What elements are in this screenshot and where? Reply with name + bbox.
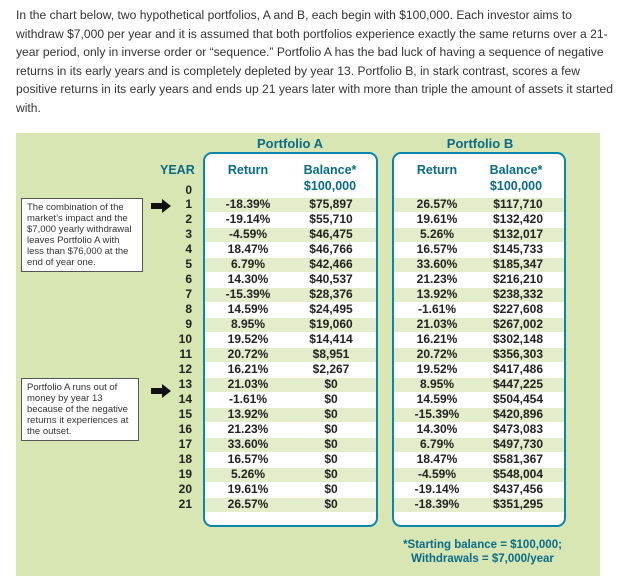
portfolio-b-start-balance: $100,000: [489, 179, 543, 193]
portfolio-b-balance-cell: $267,002: [492, 317, 544, 331]
portfolio-a-title: Portfolio A: [257, 136, 323, 151]
portfolio-b-return-cell: 8.95%: [419, 377, 455, 391]
portfolio-a-balance-cell: $0: [324, 452, 338, 466]
portfolio-a-balance-cell: $19,060: [309, 317, 353, 331]
portfolio-a-return-cell: 18.47%: [227, 242, 269, 256]
year-cell: 6: [185, 272, 192, 286]
portfolio-a-return-cell: 33.60%: [227, 437, 269, 451]
table-row: [0, 273, 635, 287]
note-year-thirteen: Portfolio A runs out of money by year 13 because of the negative returns it experiences at the outset.: [21, 378, 139, 441]
portfolio-b-balance-cell: $447,225: [492, 377, 544, 391]
portfolio-b-return-cell: 18.47%: [416, 452, 458, 466]
year-cell: 4: [185, 242, 192, 256]
portfolio-b-balance-cell: $417,486: [492, 362, 544, 376]
portfolio-a-balance-cell: $0: [324, 482, 338, 496]
portfolio-a-return-cell: -1.61%: [228, 392, 268, 406]
portfolio-b-return-cell: 33.60%: [416, 257, 458, 271]
portfolio-a-balance-cell: $55,710: [309, 212, 353, 226]
portfolio-a-return-cell: 19.61%: [227, 482, 269, 496]
portfolio-b-balance-cell: $132,420: [492, 212, 544, 226]
portfolio-a-return-cell: 19.52%: [227, 332, 269, 346]
portfolio-b-return-cell: 26.57%: [416, 197, 458, 211]
year-cell: 18: [178, 452, 192, 466]
portfolio-b-balance-cell: $473,083: [492, 422, 544, 436]
portfolio-a-balance-cell: $0: [324, 437, 338, 451]
portfolio-a-balance-cell: $0: [324, 377, 338, 391]
portfolio-a-return-cell: 16.57%: [227, 452, 269, 466]
portfolio-b-balance-cell: $145,733: [492, 242, 544, 256]
portfolio-b-return-cell: 21.03%: [416, 317, 458, 331]
portfolio-b-balance-header: Balance*: [489, 163, 543, 177]
portfolio-b-return-cell: 20.72%: [416, 347, 458, 361]
portfolio-a-balance-cell: $0: [324, 422, 338, 436]
portfolio-a-return-cell: -19.14%: [225, 212, 271, 226]
intro-paragraph: In the chart below, two hypothetical portfolios, A and B, each begin with $100,000. Each investor aims to withdraw $7,000 per year and it is assumed that both portfolios experience exactly the same returns over a 21-year period, only in inverse order or “sequence.” Portfolio A has the bad luck of having a sequence of negative returns in its early years and is completely depleted by year 13. Portfolio B, in stark contrast, scores a few positive returns in its early years and ends up 21 years later with more than triple the amount of assets it started with.: [16, 8, 613, 115]
portfolio-a-return-cell: 14.59%: [227, 302, 269, 316]
portfolio-a-balance-header: Balance*: [303, 163, 357, 177]
portfolio-b-balance-cell: $216,210: [492, 272, 544, 286]
arrow-right-icon: [150, 384, 172, 398]
portfolio-b-balance-cell: $437,456: [492, 482, 544, 496]
portfolio-b-return-cell: 16.57%: [416, 242, 458, 256]
portfolio-a-return-cell: -15.39%: [225, 287, 271, 301]
year-cell: 16: [178, 422, 192, 436]
portfolio-a-balance-cell: $75,897: [309, 197, 353, 211]
portfolio-b-balance-cell: $185,347: [492, 257, 544, 271]
portfolio-b-return-cell: -19.14%: [414, 482, 460, 496]
portfolio-b-return-header: Return: [416, 163, 458, 177]
table-row: [0, 468, 635, 482]
portfolio-b-return-cell: 14.30%: [416, 422, 458, 436]
portfolio-a-balance-cell: $8,951: [312, 347, 350, 361]
portfolio-a-balance-cell: $14,414: [309, 332, 353, 346]
table-row: [0, 453, 635, 467]
portfolio-a-balance-cell: $46,475: [309, 227, 353, 241]
table-row: [0, 333, 635, 347]
portfolio-b-balance-cell: $351,295: [492, 497, 544, 511]
portfolio-b-balance-cell: $227,608: [492, 302, 544, 316]
portfolio-a-return-cell: 21.23%: [227, 422, 269, 436]
portfolio-a-balance-cell: $40,537: [309, 272, 353, 286]
year-cell: 12: [178, 362, 192, 376]
portfolio-b-return-cell: 21.23%: [416, 272, 458, 286]
portfolio-b-return-cell: 16.21%: [416, 332, 458, 346]
portfolio-b-return-cell: 19.52%: [416, 362, 458, 376]
table-row: [0, 363, 635, 377]
portfolio-b-balance-cell: $548,004: [492, 467, 544, 481]
portfolio-a-return-cell: 20.72%: [227, 347, 269, 361]
year-cell: 19: [178, 467, 192, 481]
year-cell: 5: [185, 257, 192, 271]
portfolio-b-balance-cell: $497,730: [492, 437, 544, 451]
portfolio-a-return-cell: -4.59%: [228, 227, 268, 241]
table-row: [0, 498, 635, 512]
year-cell: 3: [185, 227, 192, 241]
portfolio-b-balance-cell: $356,303: [492, 347, 544, 361]
portfolio-a-balance-cell: $0: [324, 392, 338, 406]
portfolio-a-return-cell: 5.26%: [230, 467, 266, 481]
year-cell: 15: [178, 407, 192, 421]
portfolio-b-balance-cell: $581,367: [492, 452, 544, 466]
portfolio-b-balance-cell: $504,454: [492, 392, 544, 406]
year-cell: 8: [185, 302, 192, 316]
portfolio-a-balance-cell: $24,495: [309, 302, 353, 316]
portfolio-a-return-cell: 8.95%: [230, 317, 266, 331]
portfolio-a-balance-cell: $0: [324, 407, 338, 421]
year-cell: 14: [178, 392, 192, 406]
table-row: [0, 483, 635, 497]
year-cell: 21: [178, 497, 192, 511]
portfolio-a-return-cell: -18.39%: [225, 197, 271, 211]
year-cell: 10: [178, 332, 192, 346]
year-zero: 0: [185, 183, 192, 197]
year-cell: 11: [179, 347, 192, 361]
footnote-line-1: *Starting balance = $100,000;: [403, 539, 562, 551]
portfolio-b-balance-cell: $302,148: [492, 332, 544, 346]
year-cell: 1: [185, 197, 192, 211]
portfolio-a-return-cell: 26.57%: [227, 497, 269, 511]
portfolio-b-balance-cell: $117,710: [493, 197, 543, 211]
portfolio-a-return-cell: 13.92%: [227, 407, 269, 421]
footnote-line-2: Withdrawals = $7,000/year: [411, 553, 554, 565]
portfolio-b-return-cell: -18.39%: [414, 497, 460, 511]
year-cell: 2: [185, 212, 192, 226]
portfolio-a-balance-cell: $0: [324, 497, 338, 511]
portfolio-a-balance-cell: $0: [324, 467, 338, 481]
arrow-right-icon: [150, 199, 172, 213]
portfolio-b-return-cell: -15.39%: [414, 407, 460, 421]
portfolio-a-return-cell: 14.30%: [227, 272, 269, 286]
table-row: [0, 288, 635, 302]
portfolio-b-return-cell: 5.26%: [419, 227, 455, 241]
portfolio-b-return-cell: 13.92%: [416, 287, 458, 301]
year-cell: 13: [178, 377, 192, 391]
year-cell: 17: [178, 437, 192, 451]
portfolio-a-balance-cell: $2,267: [312, 362, 350, 376]
portfolio-a-return-header: Return: [227, 163, 269, 177]
portfolio-a-balance-cell: $42,466: [309, 257, 353, 271]
portfolio-b-return-cell: 14.59%: [416, 392, 458, 406]
portfolio-a-start-balance: $100,000: [303, 179, 357, 193]
portfolio-b-balance-cell: $238,332: [492, 287, 544, 301]
portfolio-b-return-cell: 6.79%: [419, 437, 455, 451]
portfolio-a-return-cell: 16.21%: [227, 362, 269, 376]
portfolio-a-return-cell: 21.03%: [227, 377, 269, 391]
note-year-one: The combination of the market’s impact and the $7,000 yearly withdrawal leaves Portfolio A with less than $76,000 at the end of year one.: [21, 198, 143, 272]
portfolio-a-balance-cell: $28,376: [309, 287, 353, 301]
portfolio-b-balance-cell: $132,017: [492, 227, 544, 241]
table-row: [0, 318, 635, 332]
table-row: [0, 348, 635, 362]
portfolio-b-return-cell: -4.59%: [417, 467, 457, 481]
portfolio-a-return-cell: 6.79%: [230, 257, 266, 271]
portfolio-b-return-cell: 19.61%: [416, 212, 458, 226]
year-header: YEAR: [160, 163, 195, 177]
portfolio-b-return-cell: -1.61%: [417, 302, 457, 316]
portfolio-a-balance-cell: $46,766: [309, 242, 353, 256]
footnote: [395, 538, 570, 566]
portfolio-b-title: Portfolio B: [446, 136, 514, 151]
portfolio-b-balance-cell: $420,896: [492, 407, 544, 421]
table-row: [0, 303, 635, 317]
year-cell: 7: [185, 287, 192, 301]
year-cell: 20: [178, 482, 192, 496]
year-cell: 9: [185, 317, 192, 331]
